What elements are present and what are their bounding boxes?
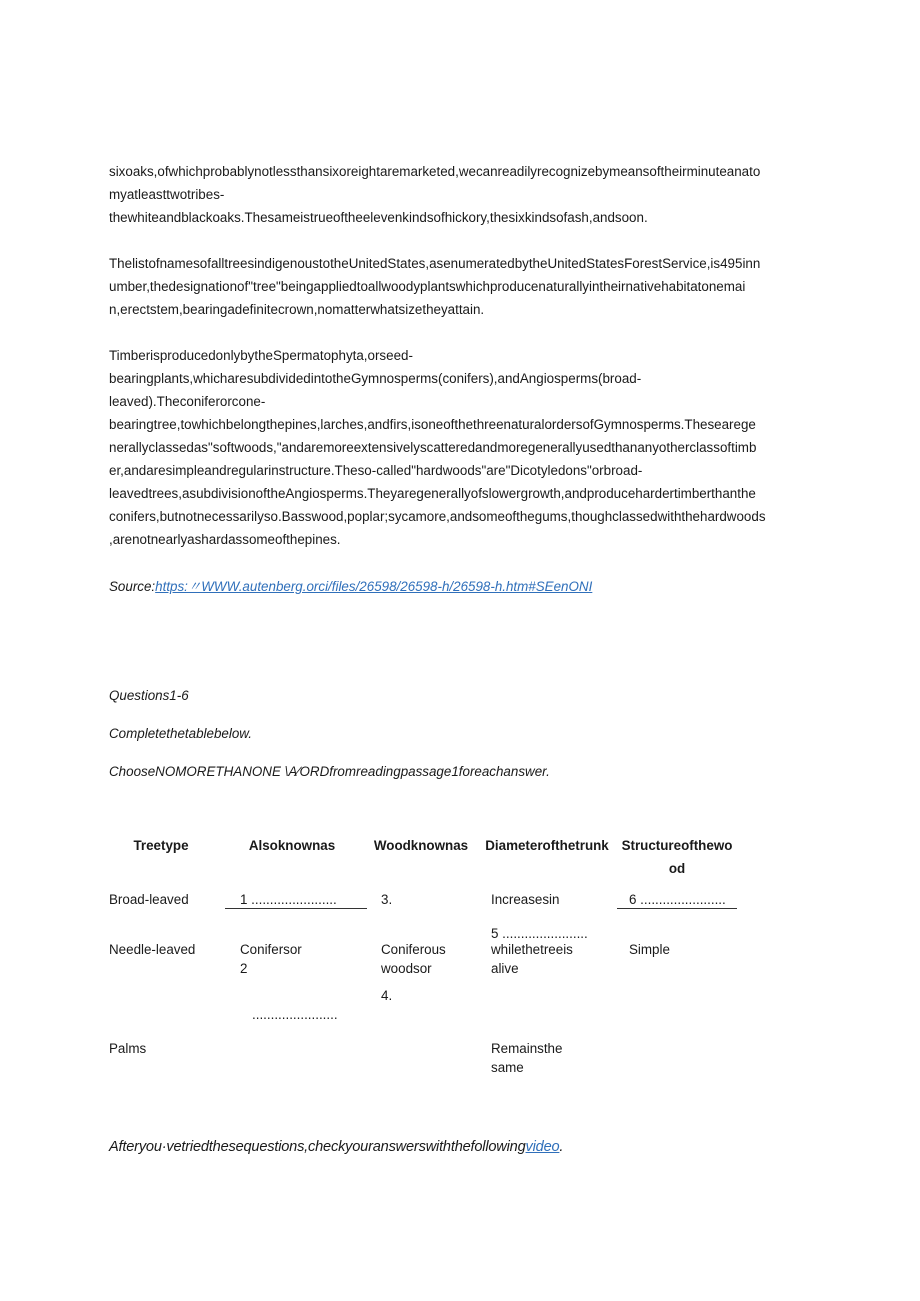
passage-line: sixoaks,ofwhichprobablynotlessthansixoreightaremarketed,wecanreadilyrecognizebymeansoftheirminuteanato (109, 164, 761, 179)
passage-line: ThelistofnamesofalltreesindigenoustotheUnitedStates,asenumeratedbytheUnitedStatesForestService,is495inn (109, 256, 761, 271)
palms-diameter-line1: Remainsthe (491, 1041, 563, 1056)
row-needle-leaved-wood (381, 940, 446, 978)
palms-diameter-line2: same (491, 1060, 524, 1075)
header-wood-structure (617, 834, 737, 880)
answer-blank-2-number: 2 (240, 961, 248, 976)
needle-wood-line2: woodsor (381, 961, 432, 976)
needle-diameter-line2: alive (491, 961, 519, 976)
passage-paragraph-2 (109, 252, 809, 321)
header-wood-structure-line2: od (668, 861, 686, 876)
questions-instruction: Completethetablebelow. (109, 726, 252, 741)
source-label: Source: (109, 579, 156, 594)
row-palms-diameter (491, 1039, 562, 1077)
header-trunk-diameter: Diameterofthetrunk (485, 838, 609, 853)
reading-passage (109, 160, 809, 598)
video-prompt-text: Afteryou·vetriedthesequestions,checkyouranswerswiththefollowing (109, 1139, 526, 1155)
questions-title: Questions1-6 (109, 688, 189, 703)
passage-line: leaved).Theconiferorcone- (109, 394, 266, 409)
passage-line: leavedtrees,asubdivisionoftheAngiosperms.Theyaregenerallyofslowergrowth,andproducehardertimberthanthe (109, 486, 756, 501)
header-also-known-as: Alsoknownas (248, 838, 336, 853)
passage-line: umber,thedesignationof"tree"beingappliedtoallwoodyplantswhichproducenaturallyintheirnativehabitatonemai (109, 279, 746, 294)
video-prompt (109, 1139, 563, 1155)
row-needle-leaved-also (240, 940, 302, 978)
needle-diameter-line1: whilethetreeis (491, 942, 573, 957)
header-tree-type: Treetype (133, 838, 189, 853)
needle-also-text: Conifersor (240, 942, 302, 957)
answer-blank-4[interactable]: 4. (381, 988, 393, 1003)
passage-line: er,andaresimpleandregularinstructure.Theso-called"hardwoods"are"Dicotyledons"orbroad- (109, 463, 643, 478)
passage-paragraph-3 (109, 344, 809, 551)
passage-line: conifers,butnotnecessarilyso.Basswood,poplar;sycamore,andsomeofthegums,thoughclassedwiththehardwoods (109, 509, 766, 524)
underline-6 (617, 908, 737, 909)
source-link[interactable]: https:〃WWW.autenberg.orci/files/26598/26598-h/26598-h.htm#SEenONI (155, 579, 593, 594)
passage-line: bearingplants,whicharesubdividedintotheGymnosperms(conifers),andAngiosperms(broad- (109, 371, 642, 386)
source-citation (109, 575, 809, 598)
answer-blank-6[interactable]: 6 ....................... (629, 892, 726, 907)
video-link[interactable]: video (525, 1139, 560, 1155)
completion-table (109, 834, 749, 1094)
header-wood-known-as: Woodknownas (373, 838, 469, 853)
passage-paragraph-1 (109, 160, 809, 229)
underline-1 (225, 908, 367, 909)
passage-line: ,arenotnearlyashardassomeofthepines. (109, 532, 341, 547)
row-needle-leaved-diameter (491, 940, 573, 978)
row-needle-leaved-type: Needle-leaved (109, 942, 196, 957)
needle-wood-line1: Coniferous (381, 942, 446, 957)
passage-line: thewhiteandblackoaks.Thesameistrueoftheelevenkindsofhickory,thesixkindsofash,andsoon. (109, 210, 648, 225)
header-wood-structure-line1: Structureofthewo (621, 838, 733, 853)
row-broad-leaved-type: Broad-leaved (109, 892, 189, 907)
passage-line: n,erectstem,bearingadefinitecrown,nomatterwhatsizetheyattain. (109, 302, 485, 317)
answer-blank-3[interactable]: 3. (381, 892, 393, 907)
row-palms-type: Palms (109, 1041, 147, 1056)
passage-line: myatleasttwotribes- (109, 187, 225, 202)
answer-blank-1[interactable]: 1 ....................... (240, 892, 337, 907)
video-prompt-period: . (559, 1139, 564, 1155)
passage-line: nerallyclassedas"softwoods,"andaremoreextensivelyscatteredandmoregenerallyusedthananyotherclassoftimb (109, 440, 757, 455)
row-broad-leaved-diameter: Increasesin (491, 892, 560, 907)
passage-line: TimberisproducedonlybytheSpermatophyta,orseed- (109, 348, 413, 363)
answer-blank-5[interactable]: 5 ....................... (491, 926, 588, 941)
row-needle-leaved-structure: Simple (629, 942, 670, 957)
answer-blank-2[interactable]: ....................... (252, 1007, 338, 1022)
questions-word-limit: ChooseNOMORETHANONE \A∕ORDfromreadingpassage1foreachanswer. (109, 764, 550, 779)
passage-line: bearingtree,towhichbelongthepines,larches,andfirs,isoneofthethreenaturalordersofGymnosperms.Thesearege (109, 417, 756, 432)
